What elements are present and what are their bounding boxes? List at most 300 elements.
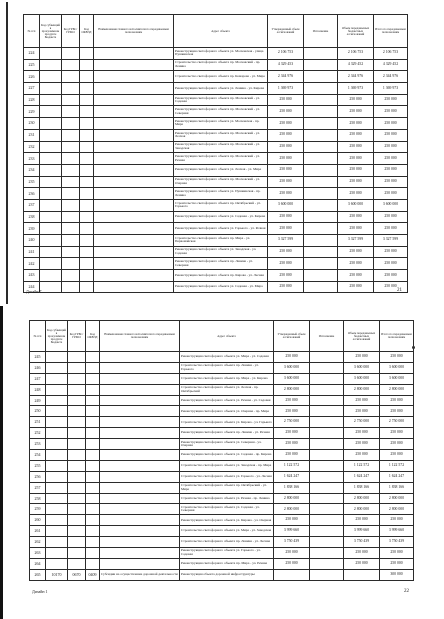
executor-cell — [100, 526, 180, 537]
row-number-cell: 256 — [30, 471, 46, 482]
object-description-cell: Реконструкция светофорного объекта пр. Московский - ул. Садовая — [174, 94, 268, 106]
table-row-final — [30, 569, 414, 580]
okved-cell — [80, 246, 94, 258]
code-cell — [46, 450, 68, 461]
executor-cell — [100, 471, 180, 482]
header-cell: Код ГРБС/ГРМО — [62, 15, 80, 48]
document-page-2 — [0, 306, 444, 619]
row-number-cell: 238 — [24, 211, 40, 223]
okved-cell — [86, 526, 100, 537]
transferred-amount-cell: 250 000 — [338, 246, 374, 258]
code-cell — [40, 281, 62, 293]
code-cell — [46, 558, 68, 569]
okved-cell — [86, 352, 100, 363]
header-cell: Код ОКВЭД — [80, 15, 94, 48]
transferred-amount-cell: 250 000 — [344, 406, 380, 417]
approved-amount-cell: 250 000 — [268, 129, 304, 141]
approved-amount-cell: 250 000 — [268, 118, 304, 130]
grbs-cell — [68, 384, 86, 395]
object-description-cell: Реконструкция светофорного объекта ул. Речная - ул. Садовая — [180, 395, 274, 406]
okved-cell — [86, 384, 100, 395]
okved-cell — [86, 428, 100, 439]
code-cell — [46, 471, 68, 482]
row-number-cell: 232 — [24, 141, 40, 153]
approved-amount-cell: 250 000 — [274, 406, 310, 417]
execution-cell — [310, 504, 344, 515]
okved-cell — [80, 199, 94, 211]
transferred-amount-cell: 250 000 — [344, 515, 380, 526]
row-number-cell: 257 — [30, 482, 46, 493]
okved-cell — [80, 176, 94, 188]
okved-cell — [80, 59, 94, 71]
approved-amount-cell: 250 000 — [274, 558, 310, 569]
object-description-cell: Реконструкция светофорного объекта пр. Московский - ул. Озерная — [174, 176, 268, 188]
total-amount-cell: 2 344 976 — [374, 71, 408, 83]
row-number-cell: 225 — [24, 59, 40, 71]
table-row — [24, 235, 408, 247]
code-cell — [40, 223, 62, 235]
transferred-amount-cell: 250 000 — [338, 141, 374, 153]
okved-cell — [80, 94, 94, 106]
row-number-cell: 253 — [30, 439, 46, 450]
okved-cell — [86, 406, 100, 417]
grbs-cell — [62, 176, 80, 188]
executor-cell — [94, 176, 174, 188]
object-description-cell: Реконструкция светофорного объекта ул. Кирова - ул. Озерная — [180, 515, 274, 526]
okved-cell — [80, 270, 94, 282]
transferred-amount-cell: 3 600 000 — [344, 362, 380, 373]
approved-amount-cell: 1 122 572 — [274, 460, 310, 471]
okved-cell — [80, 83, 94, 95]
object-description-cell: Строительство светофорного объекта ул. Кирова - ул. Горького — [180, 417, 274, 428]
header-cell: № п/п — [30, 321, 46, 352]
grbs-cell — [68, 548, 86, 559]
total-amount-cell: 250 000 — [374, 141, 408, 153]
execution-cell — [304, 281, 338, 293]
object-description-cell: Реконструкция светофорного объекта ул. Северная - ул. Озерная — [180, 439, 274, 450]
grbs-cell — [62, 118, 80, 130]
grbs-cell — [68, 482, 86, 493]
execution-cell — [310, 450, 344, 461]
executor-cell — [94, 188, 174, 200]
table-row — [24, 281, 408, 293]
approved-amount-cell: 2 800 000 — [274, 493, 310, 504]
transferred-amount-cell: 4 329 452 — [338, 59, 374, 71]
header-cell: Исполнение — [304, 15, 338, 48]
row-number-cell: 265 — [30, 569, 46, 580]
code-cell — [46, 352, 68, 363]
executor-cell — [94, 118, 174, 130]
total-amount-cell: 250 000 — [380, 548, 414, 559]
code-cell — [46, 460, 68, 471]
row-number-cell: 244 — [24, 281, 40, 293]
code-cell — [40, 211, 62, 223]
okved-cell — [80, 153, 94, 165]
object-description-cell: Строительство светофорного объекта пр. Мира - ул. Кирова — [180, 373, 274, 384]
grbs-cell — [68, 439, 86, 450]
table-row — [24, 106, 408, 118]
code-cell — [40, 164, 62, 176]
transferred-amount-cell: 250 000 — [344, 450, 380, 461]
total-amount-cell: 3 600 000 — [380, 362, 414, 373]
executor-cell — [100, 515, 180, 526]
okved-cell — [86, 493, 100, 504]
object-description-cell: Реконструкция светофорного объекта ул. Садовая - пр. Кирова — [180, 450, 274, 461]
object-description-cell: Строительство светофорного объекта ул. Речная - пр. Ленина — [180, 493, 274, 504]
approved-amount-cell: 3 750 439 — [274, 537, 310, 548]
okved-cell — [80, 281, 94, 293]
approved-amount-cell: 250 000 — [274, 395, 310, 406]
transferred-amount-cell: 1 838 166 — [344, 482, 380, 493]
header-cell: Адрес объекта — [180, 321, 274, 352]
grbs-cell — [68, 493, 86, 504]
okved-cell — [86, 450, 100, 461]
grbs-cell — [68, 537, 86, 548]
table-row — [30, 439, 414, 450]
execution-cell — [304, 153, 338, 165]
transferred-amount-cell: 1 369 973 — [338, 83, 374, 95]
code-cell — [46, 504, 68, 515]
okved-cell — [86, 439, 100, 450]
transferred-amount-cell: 250 000 — [344, 352, 380, 363]
row-number-cell: 252 — [30, 428, 46, 439]
row-number-cell: 230 — [24, 118, 40, 130]
okved-cell — [80, 118, 94, 130]
table-row — [24, 246, 408, 258]
code-cell — [46, 515, 68, 526]
code-cell — [40, 176, 62, 188]
okved-cell — [86, 460, 100, 471]
table-row — [30, 471, 414, 482]
approved-amount-cell: 1 624 247 — [274, 471, 310, 482]
row-number-cell: 227 — [24, 83, 40, 95]
punch-hole-mark — [412, 346, 415, 349]
transferred-amount-cell: 1 122 572 — [344, 460, 380, 471]
total-amount-cell: 250 000 — [380, 450, 414, 461]
transferred-amount-cell: 250 000 — [338, 94, 374, 106]
total-amount-cell: 300 000 — [380, 569, 414, 580]
transferred-amount-cell: 250 000 — [338, 211, 374, 223]
table-row — [30, 504, 414, 515]
row-number-cell: 228 — [24, 94, 40, 106]
header-cell: Код ОКВЭД — [86, 321, 100, 352]
execution-cell — [310, 526, 344, 537]
row-number-cell: 234 — [24, 164, 40, 176]
executor-cell — [100, 439, 180, 450]
execution-cell — [304, 83, 338, 95]
okved-cell — [80, 71, 94, 83]
table-row — [30, 352, 414, 363]
row-number-cell: 255 — [30, 460, 46, 471]
grbs-cell — [62, 71, 80, 83]
grbs-cell — [68, 558, 86, 569]
executor-cell — [94, 223, 174, 235]
transferred-amount-cell: 250 000 — [338, 118, 374, 130]
header-cell: Итого по передаваемым полномочиям — [380, 321, 414, 352]
execution-cell — [310, 569, 344, 580]
executor-cell — [100, 548, 180, 559]
grbs-cell — [62, 153, 80, 165]
executor-cell — [100, 395, 180, 406]
grbs-cell — [68, 417, 86, 428]
table-row — [30, 373, 414, 384]
executor-cell — [94, 270, 174, 282]
code-cell — [40, 258, 62, 270]
approved-amount-cell: 3 600 000 — [274, 362, 310, 373]
row-number-cell: 254 — [30, 450, 46, 461]
object-description-cell: Реконструкция светофорного объекта ул. Садовая - ул. Мира — [174, 281, 268, 293]
row-number-cell: 262 — [30, 537, 46, 548]
grbs-cell — [62, 199, 80, 211]
row-number-cell: 240 — [24, 235, 40, 247]
table-header-row — [30, 321, 414, 352]
approved-amount-cell: 250 000 — [268, 141, 304, 153]
code-cell — [46, 395, 68, 406]
object-description-cell: Реконструкция светофорного объекта ул. Мира - ул. Садовая — [180, 352, 274, 363]
executor-cell — [94, 83, 174, 95]
approved-amount-cell: 250 000 — [274, 428, 310, 439]
total-amount-cell: 250 000 — [374, 223, 408, 235]
approved-amount-cell: 250 000 — [268, 106, 304, 118]
execution-cell — [310, 558, 344, 569]
total-amount-cell: 250 000 — [374, 281, 408, 293]
grbs-cell — [62, 164, 80, 176]
execution-cell — [310, 395, 344, 406]
table-row — [24, 59, 408, 71]
row-number-cell: 241 — [24, 246, 40, 258]
table-row — [24, 188, 408, 200]
execution-cell — [304, 48, 338, 60]
approved-amount-cell: 2 750 000 — [274, 417, 310, 428]
grbs-cell — [62, 106, 80, 118]
grbs-cell — [68, 471, 86, 482]
okved-cell — [86, 362, 100, 373]
execution-cell — [304, 176, 338, 188]
code-cell — [46, 362, 68, 373]
approved-amount-cell: 250 000 — [268, 188, 304, 200]
executor-cell — [94, 211, 174, 223]
grbs-cell — [62, 211, 80, 223]
grbs-cell: 0670 — [68, 569, 86, 580]
grbs-cell — [68, 428, 86, 439]
execution-cell — [304, 71, 338, 83]
executor-cell — [100, 460, 180, 471]
approved-amount-cell: 250 000 — [268, 281, 304, 293]
budget-table-page-1 — [23, 14, 408, 293]
grbs-cell — [62, 281, 80, 293]
row-number-cell: 243 — [24, 270, 40, 282]
table-row — [24, 83, 408, 95]
total-amount-cell: 250 000 — [380, 515, 414, 526]
object-description-cell: Строительство светофорного объекта ул. Садовая - ул. Северная — [180, 504, 274, 515]
table-row — [30, 493, 414, 504]
object-description-cell: Реконструкция объекта дорожной инфраструктуры — [180, 569, 274, 580]
grbs-cell — [62, 129, 80, 141]
approved-amount-cell: 250 000 — [274, 439, 310, 450]
table-row — [30, 406, 414, 417]
row-number-cell: 231 — [24, 129, 40, 141]
grbs-cell — [62, 94, 80, 106]
execution-cell — [304, 118, 338, 130]
total-amount-cell: 3 327 599 — [374, 235, 408, 247]
scan-edge-line — [6, 2, 8, 304]
total-amount-cell: 250 000 — [380, 395, 414, 406]
table-row — [24, 164, 408, 176]
approved-amount-cell: 250 000 — [268, 223, 304, 235]
approved-amount-cell: 2 800 000 — [274, 384, 310, 395]
executor-cell — [94, 141, 174, 153]
approved-amount-cell: 250 000 — [274, 548, 310, 559]
total-amount-cell: 3 600 000 — [374, 199, 408, 211]
code-cell — [40, 48, 62, 60]
okved-cell — [86, 395, 100, 406]
row-number-cell: 237 — [24, 199, 40, 211]
okved-cell — [86, 482, 100, 493]
total-amount-cell: 1 624 247 — [380, 471, 414, 482]
table-row — [30, 450, 414, 461]
transferred-amount-cell: 1 624 247 — [344, 471, 380, 482]
transferred-amount-cell: 250 000 — [338, 188, 374, 200]
object-description-cell: Строительство светофорного объекта пр. Московский - пр. Ленина — [174, 59, 268, 71]
transferred-amount-cell: 3 327 599 — [338, 235, 374, 247]
executor-cell — [94, 59, 174, 71]
total-amount-cell: 2 800 000 — [380, 493, 414, 504]
execution-cell — [304, 188, 338, 200]
code-cell — [40, 188, 62, 200]
execution-cell — [310, 548, 344, 559]
execution-cell — [310, 537, 344, 548]
transferred-amount-cell: 250 000 — [344, 558, 380, 569]
okved-cell — [86, 558, 100, 569]
total-amount-cell: 250 000 — [374, 164, 408, 176]
executor-cell — [94, 106, 174, 118]
grbs-cell — [62, 48, 80, 60]
transferred-amount-cell: 2 106 753 — [338, 48, 374, 60]
row-number-cell: 261 — [30, 526, 46, 537]
grbs-cell — [62, 141, 80, 153]
executor-cell — [94, 199, 174, 211]
header-cell: Утвержденный объем ассигнований — [274, 321, 310, 352]
transferred-amount-cell: 250 000 — [344, 395, 380, 406]
row-number-cell: 236 — [24, 188, 40, 200]
grbs-cell — [62, 83, 80, 95]
total-amount-cell: 250 000 — [380, 428, 414, 439]
header-cell: Адрес объекта — [174, 15, 268, 48]
grbs-cell — [62, 246, 80, 258]
header-cell: Код ГРБС/ГРМО — [68, 321, 86, 352]
execution-cell — [304, 211, 338, 223]
row-number-cell: 249 — [30, 395, 46, 406]
transferred-amount-cell: 250 000 — [338, 129, 374, 141]
page-footnote: Дизайн 7 — [26, 289, 42, 294]
grbs-cell — [68, 406, 86, 417]
executor-cell — [100, 537, 180, 548]
okved-cell — [86, 471, 100, 482]
code-cell — [40, 83, 62, 95]
table-row — [24, 270, 408, 282]
executor-cell — [100, 417, 180, 428]
page-footnote: Дизайн 1 — [32, 589, 48, 594]
approved-amount-cell: 3 600 000 — [268, 199, 304, 211]
code-cell — [40, 59, 62, 71]
grbs-cell — [62, 223, 80, 235]
executor-cell — [100, 373, 180, 384]
table-row — [30, 482, 414, 493]
approved-amount-cell: 250 000 — [268, 258, 304, 270]
execution-cell — [304, 106, 338, 118]
approved-amount-cell: 3 600 000 — [274, 373, 310, 384]
approved-amount-cell: 2 106 753 — [268, 48, 304, 60]
code-cell — [40, 141, 62, 153]
transferred-amount-cell: 250 000 — [338, 164, 374, 176]
table-row — [30, 515, 414, 526]
total-amount-cell: 250 000 — [374, 94, 408, 106]
header-cell: Исполнение — [310, 321, 344, 352]
code-cell — [40, 270, 62, 282]
execution-cell — [304, 235, 338, 247]
total-amount-cell: 250 000 — [374, 246, 408, 258]
table-row — [24, 48, 408, 60]
row-number-cell: 242 — [24, 258, 40, 270]
total-amount-cell: 4 329 452 — [374, 59, 408, 71]
transferred-amount-cell: 2 750 000 — [344, 417, 380, 428]
execution-cell — [310, 417, 344, 428]
approved-amount-cell: 1 369 973 — [268, 83, 304, 95]
table-row — [24, 223, 408, 235]
executor-cell — [100, 406, 180, 417]
approved-amount-cell — [274, 569, 310, 580]
header-cell: Объем передаваемых бюджетных ассигнований — [344, 321, 380, 352]
code-cell — [40, 153, 62, 165]
object-description-cell: Реконструкция светофорного объекта ул. Лесная - ул. Мира — [174, 164, 268, 176]
approved-amount-cell: 250 000 — [268, 211, 304, 223]
page-number: 21 — [397, 288, 402, 293]
row-number-cell: 260 — [30, 515, 46, 526]
object-description-cell: Реконструкция светофорного объекта пр. Московский - ул. Заводская — [174, 141, 268, 153]
execution-cell — [310, 428, 344, 439]
code-cell — [40, 71, 62, 83]
okved-cell — [80, 223, 94, 235]
table-row — [24, 141, 408, 153]
code-cell — [40, 118, 62, 130]
approved-amount-cell: 250 000 — [268, 153, 304, 165]
executor-cell — [100, 352, 180, 363]
object-description-cell: Строительство светофорного объекта пр. Ленина - ул. Лесная — [180, 537, 274, 548]
code-cell — [46, 428, 68, 439]
code-cell — [40, 246, 62, 258]
transferred-amount-cell: 3 600 000 — [338, 199, 374, 211]
grbs-cell — [62, 235, 80, 247]
transferred-amount-cell: 250 000 — [338, 258, 374, 270]
grbs-cell — [62, 258, 80, 270]
execution-cell — [304, 59, 338, 71]
table-row — [30, 417, 414, 428]
executor-cell — [94, 281, 174, 293]
header-cell: Утвержденный объем ассигнований — [268, 15, 304, 48]
scan-edge-line — [0, 306, 3, 619]
object-description-cell: Реконструкция светофорного объекта пр. Московский - ул. Лесная — [174, 129, 268, 141]
execution-cell — [310, 439, 344, 450]
total-amount-cell: 250 000 — [374, 129, 408, 141]
total-amount-cell: 250 000 — [380, 439, 414, 450]
row-number-cell: 248 — [30, 384, 46, 395]
execution-cell — [304, 258, 338, 270]
object-description-cell: Реконструкция светофорного объекта ул. Горького - ул. Садовая — [180, 548, 274, 559]
transferred-amount-cell: 250 000 — [344, 428, 380, 439]
row-number-cell: 263 — [30, 548, 46, 559]
object-description-cell: Реконструкция светофорного объекта пр. Кирова - ул. Лесная — [174, 270, 268, 282]
table-row — [30, 395, 414, 406]
